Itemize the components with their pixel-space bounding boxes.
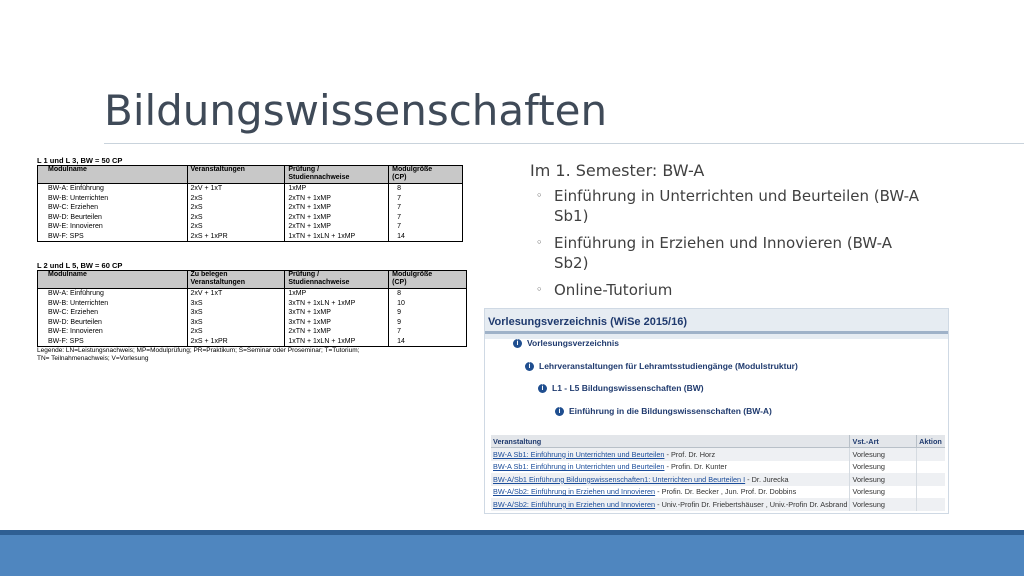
table-row	[38, 289, 467, 299]
bullet-main: Im 1. Semester: BW-A	[530, 161, 705, 180]
legend-line: Legende: LN=Leistungsnachweis; MP=Modulprüfung; PR=Praktikum; S=Seminar oder Proseminar; T=Tutorium;	[37, 347, 360, 354]
cell-exam: 3xTN + 1xLN + 1xMP	[285, 299, 389, 309]
info-icon: i	[525, 362, 534, 371]
cell-cp: 7	[389, 194, 463, 204]
column-header: Veranstaltungen	[187, 166, 285, 184]
footer-accent-line	[0, 530, 1024, 535]
table-heading: L 1 und L 3, BW = 50 CP	[37, 156, 123, 165]
cell-courses: 2xS	[187, 213, 285, 223]
cell-cp: 10	[389, 299, 467, 309]
cell-module: BW-F: SPS	[38, 232, 188, 242]
catalog-header	[485, 309, 948, 339]
course-cell	[491, 473, 850, 486]
cell-module: BW-F: SPS	[38, 337, 188, 347]
cell-cp: 7	[389, 203, 463, 213]
bullet-list	[530, 160, 925, 307]
sub-bullet-item	[530, 186, 925, 226]
table-row	[38, 318, 467, 328]
course-link[interactable]: BW-A/Sb2: Einführung in Erziehen und Innovieren	[493, 499, 656, 509]
module-table	[37, 165, 463, 242]
column-header: Modulgröße (CP)	[389, 166, 463, 184]
table-row	[38, 213, 463, 223]
tree-item-label: Einführung in die Bildungswissenschaften (BW-A)	[569, 406, 772, 416]
catalog-header-band	[485, 331, 948, 334]
sub-bullet-item	[530, 233, 925, 273]
bullet-marker-icon: ◦	[536, 189, 543, 202]
course-link[interactable]: BW-A/Sb1 Einführung Bildungswissenschaften1: Unterrichten und Beurteilen I	[493, 474, 746, 484]
table-legend	[37, 347, 477, 363]
cell-cp: 7	[389, 222, 463, 232]
tree-item-vorlesungsverzeichnis[interactable]	[513, 338, 619, 348]
cell-exam: 2xTN + 1xMP	[285, 213, 389, 223]
cell-module: BW-A: Einführung	[38, 184, 188, 194]
course-lecturer: - Profin. Dr. Kunter	[664, 462, 727, 472]
legend-line: TN= Teilnahmenachweis; V=Vorlesung	[37, 355, 149, 362]
info-icon: i	[555, 407, 564, 416]
module-table	[37, 270, 467, 347]
cell-exam: 1xMP	[285, 289, 389, 299]
sub-bullet-item	[530, 280, 925, 300]
table-row	[491, 486, 945, 499]
cell-exam: 3xTN + 1xMP	[285, 308, 389, 318]
cell-courses: 2xS	[187, 194, 285, 204]
course-catalog-screenshot	[484, 308, 949, 514]
course-action	[917, 448, 945, 461]
cell-cp: 14	[389, 232, 463, 242]
course-cell	[491, 498, 850, 511]
cell-exam: 1xTN + 1xLN + 1xMP	[285, 337, 389, 347]
sub-bullet-text: Online-Tutorium	[554, 281, 673, 299]
table-row	[491, 448, 945, 461]
cell-courses: 2xS + 1xPR	[187, 232, 285, 242]
column-header: Modulgröße (CP)	[389, 271, 467, 289]
cell-cp: 8	[389, 184, 463, 194]
table-row	[38, 203, 463, 213]
course-table	[491, 435, 945, 511]
cell-cp: 7	[389, 327, 467, 337]
course-action	[917, 498, 945, 511]
course-type: Vorlesung	[850, 448, 917, 461]
column-header-veranstaltung: Veranstaltung	[491, 435, 850, 448]
cell-courses: 3xS	[187, 299, 285, 309]
column-header-vst-art: Vst.-Art	[850, 435, 917, 448]
cell-cp: 9	[389, 318, 467, 328]
table-row	[491, 498, 945, 511]
table-row	[38, 194, 463, 204]
cell-cp: 9	[389, 308, 467, 318]
cell-module: BW-D: Beurteilen	[38, 213, 188, 223]
cell-courses: 2xS	[187, 203, 285, 213]
info-icon: i	[538, 384, 547, 393]
cell-courses: 2xV + 1xT	[187, 184, 285, 194]
cell-courses: 2xS	[187, 222, 285, 232]
tree-item-label: Vorlesungsverzeichnis	[527, 338, 619, 348]
course-type: Vorlesung	[850, 461, 917, 474]
tree-item-bw-a[interactable]	[555, 406, 772, 416]
course-cell	[491, 486, 850, 499]
cell-module: BW-E: Innovieren	[38, 222, 188, 232]
cell-cp: 7	[389, 213, 463, 223]
cell-exam: 2xTN + 1xMP	[285, 203, 389, 213]
table-row	[491, 461, 945, 474]
course-lecturer: - Prof. Dr. Horz	[664, 449, 716, 459]
cell-courses: 3xS	[187, 318, 285, 328]
cell-cp: 8	[389, 289, 467, 299]
bullet-marker-icon: ◦	[536, 236, 543, 249]
cell-module: BW-D: Beurteilen	[38, 318, 188, 328]
table-row	[38, 337, 467, 347]
column-header-aktion: Aktion	[917, 435, 945, 448]
cell-module: BW-E: Innovieren	[38, 327, 188, 337]
course-lecturer: - Univ.-Profin Dr. Friebertshäuser , Univ.-Profin Dr. Asbrand	[655, 499, 848, 509]
footer-band	[0, 530, 1024, 576]
title-divider	[104, 143, 1024, 144]
course-lecturer: - Dr. Jurecka	[745, 474, 789, 484]
column-header: Modulname	[38, 166, 188, 184]
tree-item-label: Lehrveranstaltungen für Lehramtsstudiengänge (Modulstruktur)	[539, 361, 798, 371]
table-row	[491, 473, 945, 486]
slide-title: Bildungswissenschaften	[104, 86, 608, 135]
cell-cp: 14	[389, 337, 467, 347]
cell-module: BW-B: Unterrichten	[38, 299, 188, 309]
course-link[interactable]: BW-A/Sb2: Einführung in Erziehen und Innovieren	[493, 487, 656, 497]
info-icon: i	[513, 339, 522, 348]
sub-bullet-list	[530, 186, 925, 300]
tree-item-label: L1 - L5 Bildungswissenschaften (BW)	[552, 383, 704, 393]
cell-courses: 2xS	[187, 327, 285, 337]
bullet-marker-icon: ◦	[536, 283, 543, 296]
table-header-row	[38, 271, 467, 289]
cell-exam: 2xTN + 1xMP	[285, 194, 389, 204]
catalog-title: Vorlesungsverzeichnis (WiSe 2015/16)	[488, 316, 688, 328]
column-header: Prüfung / Studiennachweise	[285, 271, 389, 289]
course-type: Vorlesung	[850, 498, 917, 511]
module-table-l2-l5	[37, 261, 477, 363]
cell-courses: 2xV + 1xT	[187, 289, 285, 299]
sub-bullet-text: Einführung in Unterrichten und Beurteilen (BW-A Sb1)	[554, 187, 919, 225]
course-link[interactable]: BW-A Sb1: Einführung in Unterrichten und Beurteilen	[493, 449, 665, 459]
cell-courses: 2xS + 1xPR	[187, 337, 285, 347]
table-row	[38, 327, 467, 337]
course-action	[917, 486, 945, 499]
cell-exam: 3xTN + 1xMP	[285, 318, 389, 328]
course-link[interactable]: BW-A Sb1: Einführung in Unterrichten und Beurteilen	[493, 462, 665, 472]
course-table-header	[491, 435, 945, 448]
table-row	[38, 232, 463, 242]
cell-exam: 2xTN + 1xMP	[285, 327, 389, 337]
tree-item-l1-l5[interactable]	[538, 383, 704, 393]
course-lecturer: - Profin. Dr. Becker , Jun. Prof. Dr. Dobbins	[655, 487, 797, 497]
course-type: Vorlesung	[850, 486, 917, 499]
module-table-l1-l3	[37, 156, 463, 242]
course-action	[917, 473, 945, 486]
cell-module: BW-C: Erziehen	[38, 308, 188, 318]
column-header: Zu belegen Veranstaltungen	[187, 271, 285, 289]
sub-bullet-text: Einführung in Erziehen und Innovieren (BW-A Sb2)	[554, 234, 892, 272]
course-cell	[491, 461, 850, 474]
cell-module: BW-B: Unterrichten	[38, 194, 188, 204]
cell-exam: 2xTN + 1xMP	[285, 222, 389, 232]
table-header-row	[38, 166, 463, 184]
column-header: Prüfung / Studiennachweise	[285, 166, 389, 184]
tree-item-lehramt[interactable]	[525, 361, 798, 371]
cell-courses: 3xS	[187, 308, 285, 318]
table-row	[38, 222, 463, 232]
cell-module: BW-C: Erziehen	[38, 203, 188, 213]
course-cell	[491, 448, 850, 461]
table-row	[38, 308, 467, 318]
table-heading: L 2 und L 5, BW = 60 CP	[37, 261, 123, 270]
course-type: Vorlesung	[850, 473, 917, 486]
table-row	[38, 299, 467, 309]
cell-exam: 1xTN + 1xLN + 1xMP	[285, 232, 389, 242]
cell-exam: 1xMP	[285, 184, 389, 194]
column-header: Modulname	[38, 271, 188, 289]
cell-module: BW-A: Einführung	[38, 289, 188, 299]
course-action	[917, 461, 945, 474]
table-row	[38, 184, 463, 194]
